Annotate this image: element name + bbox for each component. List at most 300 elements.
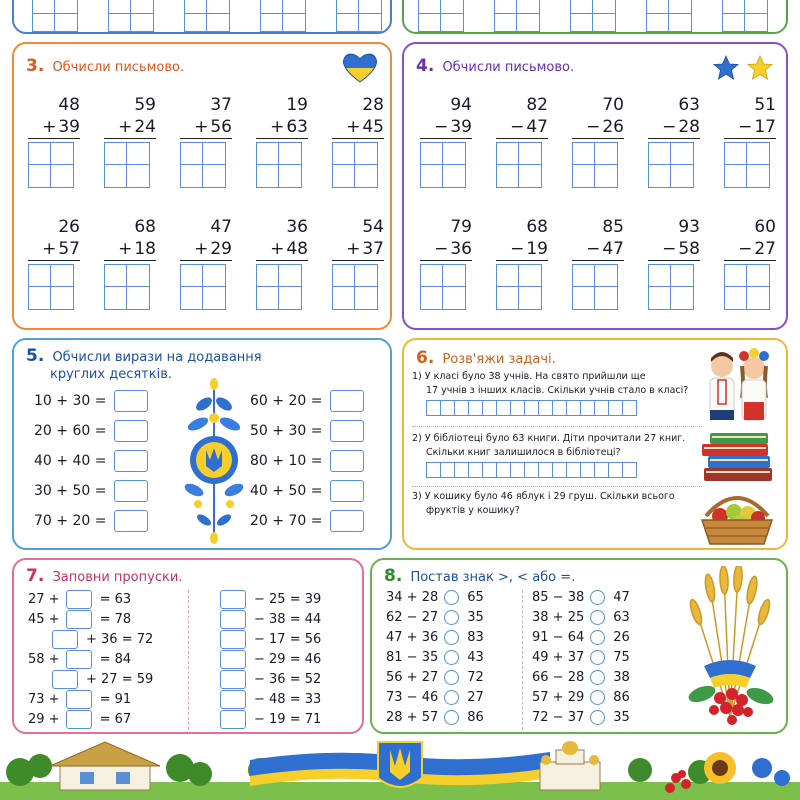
compare-left: 81 − 35 — [386, 650, 439, 665]
column-problem — [640, 94, 700, 188]
answer-box[interactable] — [114, 510, 148, 532]
compare-row — [386, 630, 484, 645]
answer-grid[interactable] — [572, 142, 618, 188]
top-right-panel — [402, 0, 788, 34]
answer-cells[interactable] — [426, 462, 636, 478]
sum-line — [256, 138, 308, 139]
second-operand — [20, 238, 80, 260]
task6-divider-2 — [412, 486, 702, 487]
task6-title — [416, 348, 556, 368]
compare-right: 27 — [467, 690, 484, 705]
column-problem — [248, 216, 308, 310]
second-number: 26 — [602, 117, 624, 137]
sum-line — [180, 260, 232, 261]
word-problem-line1: 3) У кошику було 46 яблук і 29 груш. Скільки всього — [412, 491, 675, 502]
compare-left: 38 + 25 — [532, 610, 585, 625]
sum-line — [420, 260, 472, 261]
sum-line — [104, 138, 156, 139]
operator-sign: − — [738, 239, 753, 259]
answer-grid[interactable] — [648, 264, 694, 310]
second-number: 39 — [450, 117, 472, 137]
sum-line — [28, 260, 80, 261]
sum-line — [256, 260, 308, 261]
answer-grid[interactable] — [256, 142, 302, 188]
word-problem-line2: 17 учнів з інших класів. Скільки учнів стало в класі? — [426, 385, 689, 396]
answer-grid[interactable] — [28, 264, 74, 310]
compare-right: 86 — [613, 690, 630, 705]
answer-grid[interactable] — [496, 264, 542, 310]
compare-right: 75 — [613, 650, 630, 665]
fill-row — [28, 670, 153, 689]
task5-panel — [12, 338, 392, 550]
blank-box[interactable] — [220, 670, 246, 689]
sum-line — [420, 138, 472, 139]
second-number: 17 — [754, 117, 776, 137]
fill-row — [220, 650, 321, 669]
compare-row — [386, 590, 484, 605]
first-number: 37 — [210, 95, 232, 115]
word-problem — [412, 432, 702, 460]
operator-sign: − — [434, 239, 449, 259]
sum-line — [572, 138, 624, 139]
answer-grid[interactable] — [648, 142, 694, 188]
column-problem — [488, 216, 548, 310]
answer-grid[interactable] — [332, 142, 378, 188]
column-problem — [96, 94, 156, 188]
compare-left: 34 + 28 — [386, 590, 439, 605]
compare-left: 62 − 27 — [386, 610, 439, 625]
expression-row — [250, 390, 364, 412]
column-problem — [640, 216, 700, 310]
compare-left: 49 + 37 — [532, 650, 585, 665]
compare-left: 73 − 46 — [386, 690, 439, 705]
compare-row — [386, 670, 484, 685]
heart-ukraine-icon — [342, 52, 378, 84]
first-number: 26 — [58, 217, 80, 237]
sign-circle[interactable] — [590, 670, 605, 685]
answer-grid[interactable] — [572, 264, 618, 310]
column-problem — [412, 94, 472, 188]
expression-text: 40 + 40 = — [34, 453, 107, 469]
sign-circle[interactable] — [590, 630, 605, 645]
task6-panel — [402, 338, 788, 550]
column-problem — [716, 94, 776, 188]
blank-box[interactable] — [220, 690, 246, 709]
second-operand — [172, 238, 232, 260]
task7-panel — [12, 558, 364, 734]
compare-left: 72 − 37 — [532, 710, 585, 725]
operator-sign: + — [346, 117, 361, 137]
compare-left: 85 − 38 — [532, 590, 585, 605]
sign-circle[interactable] — [590, 610, 605, 625]
top-right-answer-grid-5[interactable] — [722, 0, 768, 32]
column-problem — [564, 216, 624, 310]
blank-box[interactable] — [220, 710, 246, 729]
blank-box[interactable] — [66, 610, 92, 629]
sum-line — [496, 260, 548, 261]
task8-number: 8. — [384, 566, 403, 586]
sign-circle[interactable] — [444, 670, 459, 685]
first-number: 19 — [286, 95, 308, 115]
answer-grid[interactable] — [332, 264, 378, 310]
answer-grid[interactable] — [724, 264, 770, 310]
second-number: 47 — [526, 117, 548, 137]
compare-right: 35 — [613, 710, 630, 725]
compare-left: 56 + 27 — [386, 670, 439, 685]
second-operand — [488, 116, 548, 138]
expression-text: 80 + 10 = — [250, 453, 323, 469]
answer-box[interactable] — [330, 420, 364, 442]
answer-grid[interactable] — [420, 142, 466, 188]
expression-row — [34, 390, 148, 412]
blank-box[interactable] — [66, 590, 92, 609]
top-left-answer-grid-4[interactable] — [260, 0, 306, 32]
sum-line — [572, 260, 624, 261]
sign-circle[interactable] — [444, 710, 459, 725]
compare-row — [386, 710, 484, 725]
fill-post: − 36 = 52 — [254, 672, 322, 687]
second-number: 28 — [678, 117, 700, 137]
sign-circle[interactable] — [444, 630, 459, 645]
stars-icon — [712, 54, 776, 82]
compare-row — [532, 710, 630, 725]
operator-sign: + — [42, 239, 57, 259]
sign-circle[interactable] — [590, 710, 605, 725]
word-problem-line2: фруктів у кошику? — [426, 505, 520, 516]
operator-sign: + — [194, 239, 209, 259]
top-right-answer-grid-2[interactable] — [494, 0, 540, 32]
second-operand — [716, 116, 776, 138]
top-right-answer-grid-1[interactable] — [418, 0, 464, 32]
compare-left: 47 + 36 — [386, 630, 439, 645]
operator-sign: + — [194, 117, 209, 137]
first-number: 68 — [526, 217, 548, 237]
expression-row — [250, 480, 364, 502]
expression-text: 60 + 20 = — [250, 393, 323, 409]
task6-title-text: Розв'яжи задачі. — [442, 352, 556, 367]
answer-box[interactable] — [330, 450, 364, 472]
answer-box[interactable] — [114, 420, 148, 442]
wheat-viburnum-icon — [680, 566, 780, 730]
operator-sign: − — [662, 239, 677, 259]
blank-box[interactable] — [52, 670, 78, 689]
compare-row — [532, 630, 630, 645]
first-number: 79 — [450, 217, 472, 237]
column-problem — [324, 94, 384, 188]
second-number: 63 — [286, 117, 308, 137]
column-problem — [172, 94, 232, 188]
word-problem-line1: 1) У класі було 38 учнів. На свято прийшли ще — [412, 371, 646, 382]
fill-row — [220, 610, 321, 629]
blank-box[interactable] — [220, 610, 246, 629]
expression-row — [34, 510, 148, 532]
sign-circle[interactable] — [444, 650, 459, 665]
sign-circle[interactable] — [444, 590, 459, 605]
compare-right: 35 — [467, 610, 484, 625]
blank-box[interactable] — [66, 650, 92, 669]
task4-title-text: Обчисли письмово. — [442, 60, 575, 75]
task4-title — [416, 56, 574, 76]
second-number: 39 — [58, 117, 80, 137]
first-number: 63 — [678, 95, 700, 115]
expression-row — [34, 450, 148, 472]
fill-post: − 29 = 46 — [254, 652, 322, 667]
second-number: 27 — [754, 239, 776, 259]
fill-post: + 27 = 59 — [86, 672, 154, 687]
fill-post: = 63 — [99, 592, 132, 607]
column-problem — [412, 216, 472, 310]
operator-sign: − — [434, 117, 449, 137]
top-left-answer-grid-1[interactable] — [32, 0, 78, 32]
first-number: 36 — [286, 217, 308, 237]
task3-title — [26, 56, 184, 76]
word-problem-line1: 2) У бібліотеці було 63 книги. Діти прочитали 27 книг. — [412, 433, 686, 444]
first-number: 70 — [602, 95, 624, 115]
second-number: 24 — [134, 117, 156, 137]
first-number: 93 — [678, 217, 700, 237]
top-right-answer-grid-4[interactable] — [646, 0, 692, 32]
answer-grid[interactable] — [724, 142, 770, 188]
sign-circle[interactable] — [444, 690, 459, 705]
answer-box[interactable] — [330, 390, 364, 412]
expression-row — [34, 480, 148, 502]
operator-sign: + — [270, 117, 285, 137]
task7-number: 7. — [26, 566, 45, 586]
blank-box[interactable] — [220, 650, 246, 669]
second-number: 57 — [58, 239, 80, 259]
second-number: 36 — [450, 239, 472, 259]
fill-post: = 91 — [99, 692, 132, 707]
operator-sign: − — [738, 117, 753, 137]
task5-title-line2: круглих десятків. — [50, 367, 172, 382]
answer-box[interactable] — [114, 390, 148, 412]
expression-text: 40 + 50 = — [250, 483, 323, 499]
books-icon — [698, 430, 778, 484]
sum-line — [332, 138, 384, 139]
task7-title-text: Заповни пропуски. — [52, 570, 183, 585]
expression-text: 10 + 30 = — [34, 393, 107, 409]
task4-number: 4. — [416, 56, 435, 76]
answer-cells[interactable] — [426, 400, 636, 416]
second-number: 29 — [210, 239, 232, 259]
word-problem — [412, 370, 702, 398]
task6-number: 6. — [416, 348, 435, 368]
sign-circle[interactable] — [590, 590, 605, 605]
second-number: 47 — [602, 239, 624, 259]
sign-circle[interactable] — [444, 610, 459, 625]
expression-text: 20 + 60 = — [34, 423, 107, 439]
fill-post: − 17 = 56 — [254, 632, 322, 647]
first-number: 28 — [362, 95, 384, 115]
second-number: 48 — [286, 239, 308, 259]
second-operand — [412, 116, 472, 138]
expression-row — [34, 420, 148, 442]
task8-title — [384, 566, 575, 586]
operator-sign: + — [42, 117, 57, 137]
answer-grid[interactable] — [104, 142, 150, 188]
fill-post: − 25 = 39 — [254, 592, 322, 607]
fill-pre: 58 + — [28, 652, 60, 667]
fill-pre: 27 + — [28, 592, 60, 607]
expression-text: 70 + 20 = — [34, 513, 107, 529]
top-left-answer-grid-3[interactable] — [184, 0, 230, 32]
second-number: 45 — [362, 117, 384, 137]
top-left-panel — [12, 0, 392, 34]
answer-box[interactable] — [330, 510, 364, 532]
expression-row — [250, 420, 364, 442]
fill-row — [220, 630, 321, 649]
sum-line — [104, 260, 156, 261]
expression-row — [250, 450, 364, 472]
sum-line — [648, 260, 700, 261]
compare-right: 86 — [467, 710, 484, 725]
fill-post: − 38 = 44 — [254, 612, 322, 627]
compare-left: 66 − 28 — [532, 670, 585, 685]
second-operand — [20, 116, 80, 138]
answer-grid[interactable] — [104, 264, 150, 310]
fill-post: + 36 = 72 — [86, 632, 154, 647]
operator-sign: − — [510, 117, 525, 137]
expression-row — [250, 510, 364, 532]
top-left-answer-grid-2[interactable] — [108, 0, 154, 32]
operator-sign: − — [662, 117, 677, 137]
second-operand — [96, 116, 156, 138]
compare-right: 63 — [613, 610, 630, 625]
first-number: 85 — [602, 217, 624, 237]
answer-box[interactable] — [114, 480, 148, 502]
answer-box[interactable] — [114, 450, 148, 472]
task5-title-line1: Обчисли вирази на додавання — [52, 350, 262, 365]
fill-row — [28, 650, 131, 669]
operator-sign: + — [118, 239, 133, 259]
word-problem — [412, 490, 702, 518]
fill-row — [28, 610, 131, 629]
answer-grid[interactable] — [256, 264, 302, 310]
compare-row — [532, 690, 630, 705]
top-left-answer-grid-5[interactable] — [336, 0, 382, 32]
fill-post: − 48 = 33 — [254, 692, 322, 707]
second-operand — [564, 116, 624, 138]
blank-box[interactable] — [220, 630, 246, 649]
task8-title-text: Постав знак >, < або =. — [410, 570, 576, 585]
first-number: 59 — [134, 95, 156, 115]
column-problem — [20, 94, 80, 188]
answer-grid[interactable] — [420, 264, 466, 310]
first-number: 60 — [754, 217, 776, 237]
fill-post: − 19 = 71 — [254, 712, 322, 727]
sum-line — [648, 138, 700, 139]
sign-circle[interactable] — [590, 650, 605, 665]
answer-grid[interactable] — [496, 142, 542, 188]
compare-left: 57 + 29 — [532, 690, 585, 705]
fill-pre: 73 + — [28, 692, 60, 707]
second-operand — [248, 238, 308, 260]
sum-line — [332, 260, 384, 261]
second-number: 56 — [210, 117, 232, 137]
first-number: 82 — [526, 95, 548, 115]
operator-sign: + — [270, 239, 285, 259]
sum-line — [180, 138, 232, 139]
fill-row — [220, 670, 321, 689]
sign-circle[interactable] — [590, 690, 605, 705]
second-number: 18 — [134, 239, 156, 259]
first-number: 48 — [58, 95, 80, 115]
second-number: 58 — [678, 239, 700, 259]
first-number: 47 — [210, 217, 232, 237]
operator-sign: + — [118, 117, 133, 137]
task5-number: 5. — [26, 346, 45, 366]
answer-grid[interactable] — [180, 142, 226, 188]
fill-pre: 29 + — [28, 712, 60, 727]
fill-row — [220, 590, 321, 609]
compare-row — [532, 590, 630, 605]
column-problem — [172, 216, 232, 310]
sum-line — [724, 138, 776, 139]
expression-text: 20 + 70 = — [250, 513, 323, 529]
second-operand — [716, 238, 776, 260]
second-operand — [96, 238, 156, 260]
ukrainian-village-banner-trident-icon — [0, 738, 800, 800]
task7-divider — [188, 590, 189, 730]
second-operand — [488, 238, 548, 260]
second-operand — [564, 238, 624, 260]
fill-row — [28, 630, 153, 649]
answer-box[interactable] — [330, 480, 364, 502]
operator-sign: + — [346, 239, 361, 259]
fill-row — [28, 690, 131, 709]
operator-sign: − — [586, 117, 601, 137]
top-right-answer-grid-3[interactable] — [570, 0, 616, 32]
fill-post: = 78 — [99, 612, 132, 627]
column-problem — [20, 216, 80, 310]
fill-row — [220, 710, 321, 729]
petrykivka-ornament-trident-icon — [184, 374, 244, 546]
first-number: 68 — [134, 217, 156, 237]
sum-line — [724, 260, 776, 261]
children-icon — [698, 344, 778, 422]
blank-box[interactable] — [66, 710, 92, 729]
sum-line — [28, 138, 80, 139]
second-operand — [172, 116, 232, 138]
blank-box[interactable] — [220, 590, 246, 609]
second-operand — [412, 238, 472, 260]
answer-grid[interactable] — [28, 142, 74, 188]
operator-sign: − — [586, 239, 601, 259]
second-operand — [640, 238, 700, 260]
blank-box[interactable] — [52, 630, 78, 649]
compare-right: 26 — [613, 630, 630, 645]
compare-right: 47 — [613, 590, 630, 605]
task3-number: 3. — [26, 56, 45, 76]
first-number: 54 — [362, 217, 384, 237]
answer-grid[interactable] — [180, 264, 226, 310]
second-operand — [248, 116, 308, 138]
column-problem — [564, 94, 624, 188]
task6-divider-1 — [412, 426, 702, 427]
column-problem — [716, 216, 776, 310]
fill-post: = 84 — [99, 652, 132, 667]
task3-title-text: Обчисли письмово. — [52, 60, 185, 75]
fill-row — [220, 690, 321, 709]
compare-right: 72 — [467, 670, 484, 685]
compare-row — [386, 650, 484, 665]
second-operand — [640, 116, 700, 138]
compare-row — [532, 650, 630, 665]
fill-pre: 45 + — [28, 612, 60, 627]
compare-right: 43 — [467, 650, 484, 665]
blank-box[interactable] — [66, 690, 92, 709]
second-operand — [324, 116, 384, 138]
